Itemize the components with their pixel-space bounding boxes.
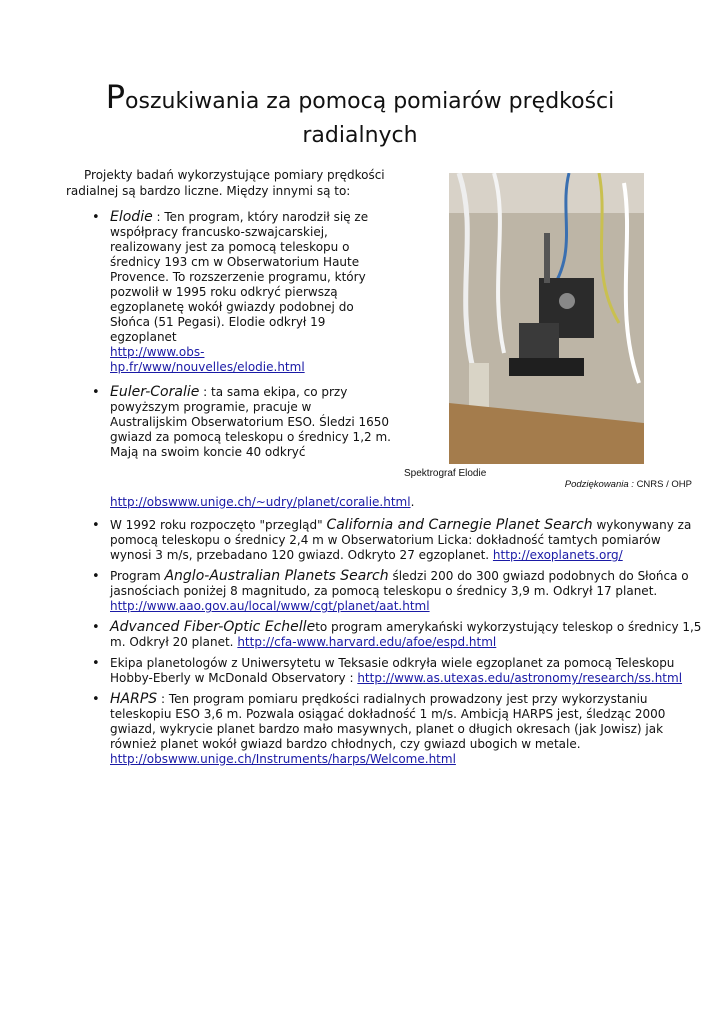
figure-credit (565, 479, 692, 490)
credit-label: Podziękowania : (564, 479, 634, 490)
intro-paragraph (66, 167, 386, 199)
list-item-anglo-australian (92, 569, 702, 614)
program-name: HARPS (110, 691, 158, 707)
program-link[interactable]: http://www.as.utexas.edu/astronomy/research/ss.html (357, 671, 683, 685)
figure-caption: Spektrograf Elodie (404, 468, 487, 479)
list-item-elodie (92, 210, 392, 375)
elodie-link-part-1[interactable]: http://www.obs- (110, 345, 205, 359)
intro-line-2: radialnej są bardzo liczne. Między innymi są to: (66, 184, 351, 198)
page-title (60, 78, 660, 149)
title-rest: oszukiwania za pomocą pomiarów prędkości (125, 89, 615, 114)
program-link[interactable]: http://www.aao.gov.au/local/www/cgt/planet/aat.html (110, 599, 430, 613)
title-line-2: radialnych (302, 123, 418, 148)
program-name: Advanced Fiber-Optic Echelle (110, 619, 316, 635)
coralie-link-line (110, 495, 414, 509)
program-list-bottom (92, 518, 702, 773)
program-description: to program amerykański wykorzystujący teleskop o średnicy 1,5 m. Odkrył 20 planet. (110, 620, 702, 649)
program-description: : ta sama ekipa, co przy powyższym programie, pracuje w Australijskim Obserwatorium ESO. Śledzi 1650 gwiazd za pomocą teleskopu o średnicy 1,2 m. Mają na swoim koncie 40 odkryć (110, 385, 391, 459)
intro-line-1: Projekty badań wykorzystujące pomiary prędkości (84, 168, 385, 182)
list-item-california-carnegie (92, 518, 702, 563)
program-name: Elodie (110, 209, 153, 225)
program-name: California and Carnegie Planet Search (326, 517, 593, 533)
program-description: Ekipa planetologów z Uniwersytetu w Teksasie odkryła wiele egzoplanet za pomocą Teleskopu Hobby-Eberly w McDonald Observatory : (110, 656, 675, 685)
list-item-texas (92, 656, 702, 686)
program-description: śledzi 200 do 300 gwiazd podobnych do Słońca o jasnościach poniżej 8 magnitudo, za pomocą teleskopu o średnicy 3,9 m. Odkrył 17 planet. (110, 569, 689, 598)
coralie-link[interactable]: http://obswww.unige.ch/~udry/planet/coralie.html (110, 495, 411, 509)
list-item-euler-coralie (92, 385, 392, 460)
program-description: wykonywany za pomocą teleskopu o średnicy 2,4 m w Obserwatorium Licka: dokładność tamtych pomiarów wynosi 3 m/s, przebadano 120 gwiazd. Odkryto 27 egzoplanet. (110, 518, 692, 562)
list-item-harps (92, 692, 702, 767)
item-prefix: W 1992 roku rozpoczęto "przegląd" (110, 518, 323, 532)
title-line-1 (60, 78, 660, 116)
program-description: : Ten program pomiaru prędkości radialnych prowadzony jest przy wykorzystaniu teleskopiu ESO 3,6 m. Pozwala osiągać dokładność 1 m/s. Ambicją HARPS jest, śledząc 2000 gwiazd, wykrycie planet bardzo mało masywnych, planet o długich okresach (jak Jowisz) jak również planet wokół gwiazd bardzo chłodnych, czy gwiazd ubogich w metale. (110, 692, 666, 751)
program-link[interactable]: http://obswww.unige.ch/Instruments/harps/Welcome.html (110, 752, 456, 766)
coralie-link-period: . (410, 495, 415, 509)
elodie-link-part-2[interactable]: hp.fr/www/nouvelles/elodie.html (110, 360, 305, 374)
title-initial: P (105, 78, 126, 116)
program-name: Euler-Coralie (110, 384, 200, 400)
program-list-top (92, 210, 392, 470)
spectrograph-illustration (449, 173, 644, 464)
item-prefix: Program (110, 569, 161, 583)
list-item-afoe (92, 620, 702, 650)
credit-value: CNRS / OHP (636, 479, 692, 490)
program-link[interactable]: http://cfa-www.harvard.edu/afoe/espd.html (237, 635, 497, 649)
program-name: Anglo-Australian Planets Search (164, 568, 389, 584)
spectrograph-photo (449, 173, 644, 464)
program-description: : Ten program, który narodził się ze współpracy francusko-szwajcarskiej, realizowany jest za pomocą teleskopu o średnicy 193 cm w Obserwatorium Haute Provence. To rozszerzenie programu, który pozwolił w 1995 roku odkryć pierwszą egzoplanetę wokół gwiazdy podobnej do Słońca (51 Pegasi). Elodie odkrył 19 egzoplanet (110, 210, 369, 344)
program-link[interactable]: http://exoplanets.org/ (492, 548, 623, 562)
